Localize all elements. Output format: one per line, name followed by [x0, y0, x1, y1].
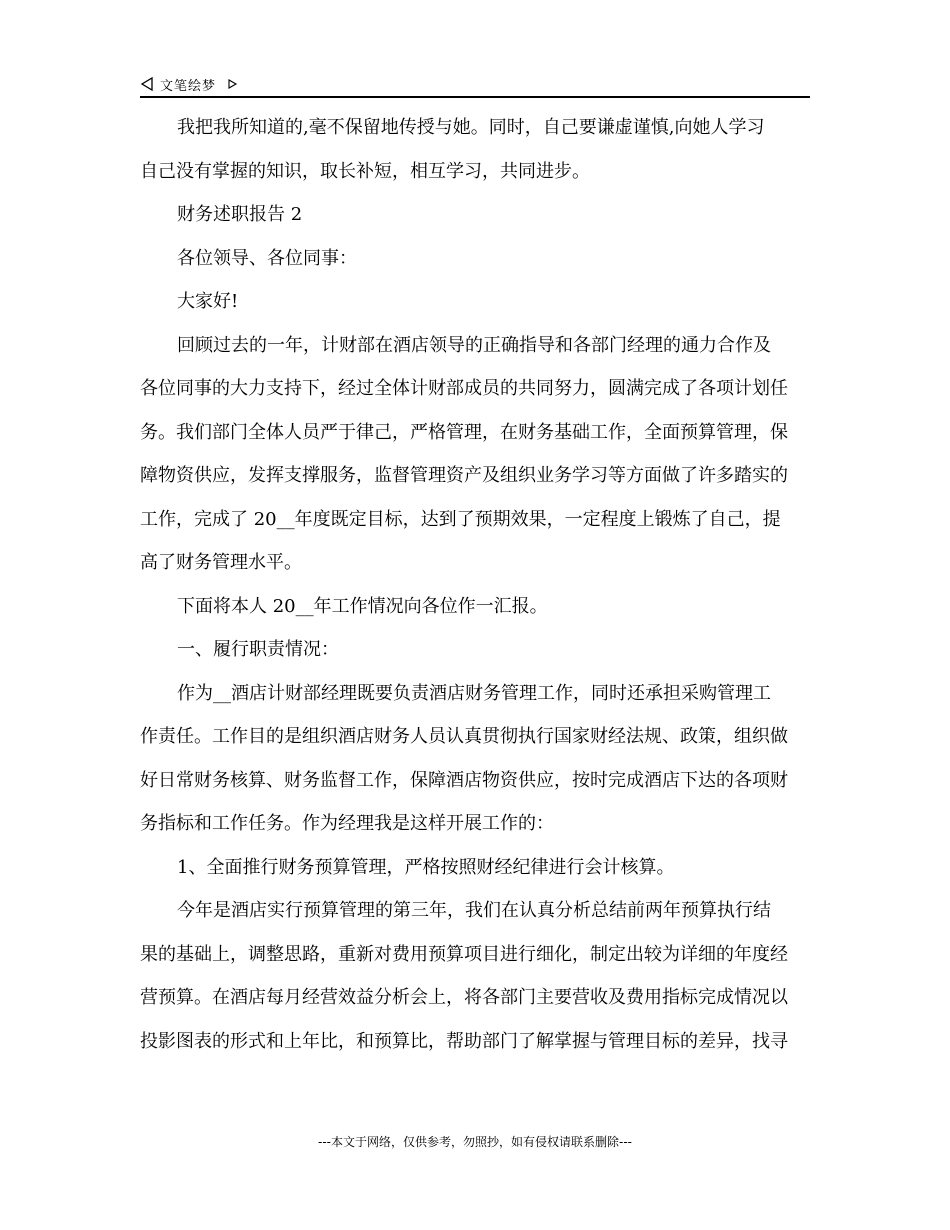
- text-line: 各位领导、各位同事：: [177, 247, 357, 269]
- text-line: 财务述职报告 2: [177, 204, 303, 225]
- text-line: 务指标和工作任务。作为经理我是这样开展工作的：: [140, 813, 554, 834]
- text-line: 一、履行职责情况：: [177, 639, 339, 660]
- text-line: 今年是酒店实行预算管理的第三年，我们在认真分析总结前两年预算执行结: [177, 900, 771, 921]
- triangle-right-outline-icon: [228, 79, 238, 89]
- text-line: 自己没有掌握的知识，取长补短，相互学习，共同进步。: [140, 160, 590, 182]
- text-line: 好日常财务核算、财务监督工作，保障酒店物资供应，按时完成酒店下达的各项财: [140, 769, 788, 791]
- text-line: 务。我们部门全体人员严于律己，严格管理，在财务基础工作，全面预算管理，保: [140, 421, 788, 443]
- text-line: 下面将本人 20__年工作情况向各位作一汇报。: [177, 595, 548, 617]
- text-line: 1、全面推行财务预算管理，严格按照财经纪律进行会计核算。: [177, 856, 675, 878]
- text-line: 大家好!: [177, 291, 239, 312]
- header-brand: 文笔绘梦: [160, 78, 217, 94]
- text-line: 回顾过去的一年，计财部在酒店领导的正确指导和各部门经理的通力合作及: [177, 334, 771, 356]
- text-line: 营预算。在酒店每月经营效益分析会上，将各部门主要营收及费用指标完成情况以: [140, 987, 788, 1008]
- text-line: 作为__酒店计财部经理既要负责酒店财务管理工作，同时还承担采购管理工: [177, 682, 771, 704]
- page-header: [140, 72, 810, 98]
- text-line: 障物资供应，发挥支撑服务，监督管理资产及组织业务学习等方面做了许多踏实的: [140, 465, 788, 486]
- text-line: 各位同事的大力支持下，经过全体计财部成员的共同努力，圆满完成了各项计划任: [140, 378, 788, 399]
- text-line: 果的基础上，调整思路，重新对费用预算项目进行细化，制定出较为详细的年度经: [140, 943, 788, 965]
- text-line: 工作，完成了 20__年度既定目标，达到了预期效果，一定程度上锻炼了自己，提: [140, 508, 781, 530]
- text-line: 投影图表的形式和上年比，和预算比，帮助部门了解掌握与管理目标的差异，找寻: [140, 1030, 788, 1052]
- text-line: 我把我所知道的,毫不保留地传授与她。同时，自己要谦虚谨慎,向她人学习: [177, 117, 765, 138]
- page-footer: ---本文于网络，仅供参考，勿照抄，如有侵权请联系删除---: [318, 1135, 632, 1149]
- text-line: 高了财务管理水平。: [140, 552, 302, 573]
- document-body: [140, 106, 812, 1063]
- triangle-left-outline-icon: [140, 77, 154, 91]
- text-line: 作责任。工作目的是组织酒店财务人员认真贯彻执行国家财经法规、政策，组织做: [140, 726, 788, 747]
